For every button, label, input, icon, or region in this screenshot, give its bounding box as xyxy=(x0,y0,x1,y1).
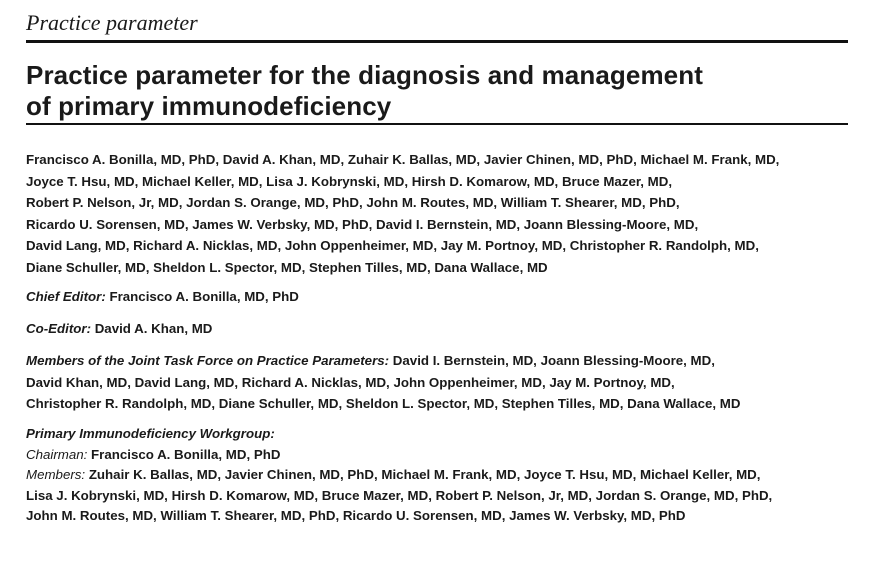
title-rule xyxy=(26,123,848,125)
task-force-line: David I. Bernstein, MD, Joann Blessing-Moore, MD, xyxy=(392,353,715,368)
author-line: Joyce T. Hsu, MD, Michael Keller, MD, Lisa J. Kobrynski, MD, Hirsh D. Komarow, MD, Bruce Mazer, MD, xyxy=(26,173,673,189)
workgroup-heading: Primary Immunodeficiency Workgroup: xyxy=(26,426,275,441)
members-label: Members: xyxy=(26,467,86,482)
chief-editor-label: Chief Editor: xyxy=(26,289,106,304)
task-force-line: David Khan, MD, David Lang, MD, Richard A. Nicklas, MD, John Oppenheimer, MD, Jay M. Portnoy, MD, xyxy=(26,374,675,390)
workgroup-members-line: Zuhair K. Ballas, MD, Javier Chinen, MD, PhD, Michael M. Frank, MD, Joyce T. Hsu, MD, Michael Keller, MD, xyxy=(88,467,761,482)
workgroup-members-line: Lisa J. Kobrynski, MD, Hirsh D. Komarow, MD, Bruce Mazer, MD, Robert P. Nelson, Jr, MD, Jordan S. Orange, MD, PhD, xyxy=(26,487,773,503)
chief-editor xyxy=(26,286,856,308)
author-line: Diane Schuller, MD, Sheldon L. Spector, MD, Stephen Tilles, MD, Dana Wallace, MD xyxy=(26,259,548,275)
workgroup xyxy=(26,424,856,527)
title-line-2: of primary immunodeficiency xyxy=(26,91,392,121)
author-line: David Lang, MD, Richard A. Nicklas, MD, John Oppenheimer, MD, Jay M. Portnoy, MD, Christopher R. Randolph, MD, xyxy=(26,238,759,253)
task-force-members xyxy=(26,350,856,415)
author-list xyxy=(26,149,856,278)
chairman-label: Chairman: xyxy=(26,446,88,462)
workgroup-members-line: John M. Routes, MD, William T. Shearer, MD, PhD, Ricardo U. Sorensen, MD, James W. Verbsky, MD, PhD xyxy=(26,508,686,523)
article-title xyxy=(26,60,846,122)
top-rule xyxy=(26,40,848,43)
author-line: Francisco A. Bonilla, MD, PhD, David A. Khan, MD, Zuhair K. Ballas, MD, Javier Chinen, MD, PhD, Michael M. Frank, MD, xyxy=(26,152,780,167)
title-line-1: Practice parameter for the diagnosis and management xyxy=(26,60,703,90)
task-force-line: Christopher R. Randolph, MD, Diane Schuller, MD, Sheldon L. Spector, MD, Stephen Tilles, MD, Dana Wallace, MD xyxy=(26,396,741,411)
author-line: Robert P. Nelson, Jr, MD, Jordan S. Orange, MD, PhD, John M. Routes, MD, William T. Shearer, MD, PhD, xyxy=(26,195,680,210)
co-editor xyxy=(26,318,856,340)
chief-editor-value: Francisco A. Bonilla, MD, PhD xyxy=(109,289,299,304)
chairman-value: Francisco A. Bonilla, MD, PhD xyxy=(91,446,281,462)
section-label: Practice parameter xyxy=(26,10,198,35)
author-line: Ricardo U. Sorensen, MD, James W. Verbsky, MD, PhD, David I. Bernstein, MD, Joann Blessing-Moore, MD, xyxy=(26,216,699,232)
co-editor-label: Co-Editor: xyxy=(26,321,91,336)
co-editor-value: David A. Khan, MD xyxy=(94,321,213,336)
task-force-label: Members of the Joint Task Force on Practice Parameters: xyxy=(26,353,390,368)
